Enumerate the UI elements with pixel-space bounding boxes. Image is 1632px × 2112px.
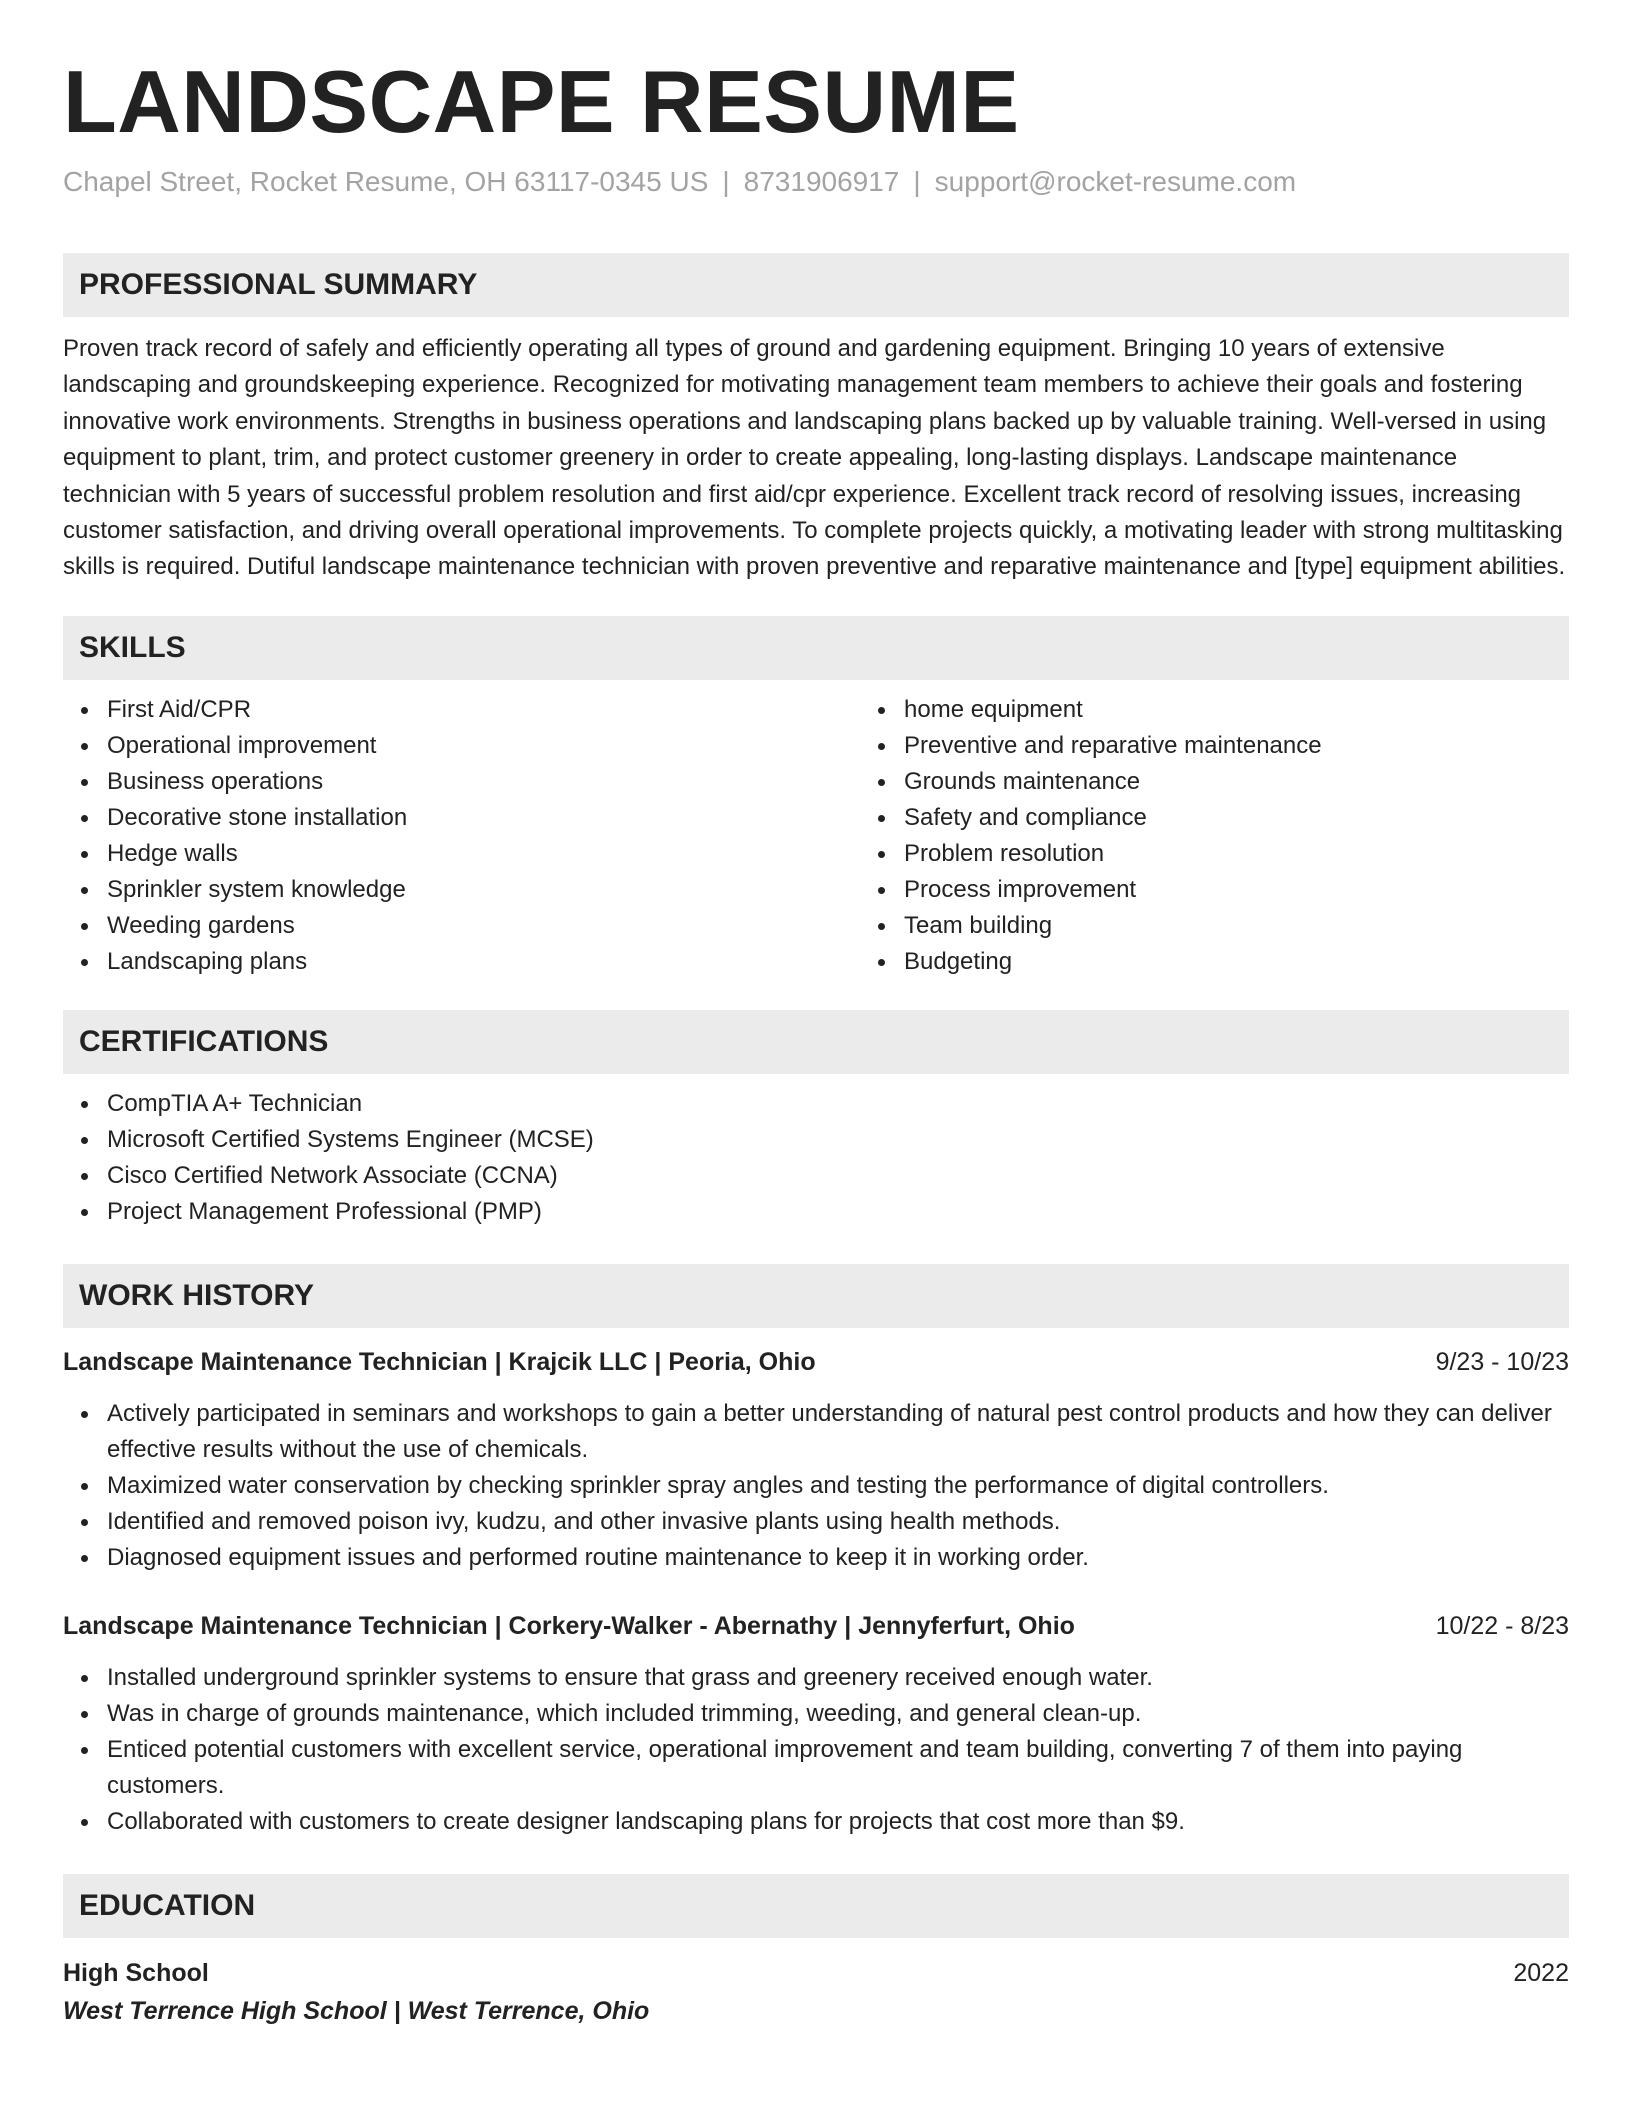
certification-item: CompTIA A+ Technician: [107, 1086, 1569, 1122]
skill-item: Decorative stone installation: [107, 800, 860, 836]
job-bullet: Installed underground sprinkler systems to ensure that grass and greenery received enough water.: [107, 1660, 1569, 1696]
skill-item: Business operations: [107, 764, 860, 800]
job-dates: 10/22 - 8/23: [1435, 1611, 1569, 1640]
education-year: 2022: [1513, 1958, 1569, 1987]
job-bullet: Maximized water conservation by checking sprinkler spray angles and testing the performance of digital controllers.: [107, 1468, 1569, 1504]
education-school: West Terrence High School | West Terrence, Ohio: [63, 1996, 650, 2025]
skill-item: Weeding gardens: [107, 908, 860, 944]
certifications-heading: CERTIFICATIONS: [63, 1010, 1569, 1074]
certification-item: Cisco Certified Network Associate (CCNA): [107, 1158, 1569, 1194]
contact-separator: |: [913, 166, 921, 197]
job-title: Landscape Maintenance Technician | Krajcik LLC | Peoria, Ohio: [63, 1347, 816, 1376]
skill-item: Problem resolution: [904, 836, 1632, 872]
skill-item: Landscaping plans: [107, 944, 860, 980]
job-entry: [63, 1344, 1569, 1576]
skill-item: Preventive and reparative maintenance: [904, 728, 1632, 764]
job-dates: 9/23 - 10/23: [1435, 1347, 1569, 1376]
job-header: [63, 1608, 1569, 1644]
skills-heading: SKILLS: [63, 616, 1569, 680]
contact-line: [63, 164, 1569, 200]
education-heading: EDUCATION: [63, 1874, 1569, 1938]
job-title: Landscape Maintenance Technician | Corkery-Walker - Abernathy | Jennyferfurt, Ohio: [63, 1611, 1075, 1640]
resume-name: LANDSCAPE RESUME: [63, 52, 1020, 151]
job-header: [63, 1344, 1569, 1380]
education-entry: [63, 1954, 1569, 1992]
skill-item: Sprinkler system knowledge: [107, 872, 860, 908]
skill-item: Safety and compliance: [904, 800, 1632, 836]
contact-phone: 8731906917: [743, 166, 900, 197]
education-degree: High School: [63, 1958, 209, 1987]
job-entry: [63, 1608, 1569, 1840]
job-bullet: Identified and removed poison ivy, kudzu, and other invasive plants using health methods.: [107, 1504, 1569, 1540]
job-bullets: [63, 1660, 1569, 1840]
certification-item: Project Management Professional (PMP): [107, 1194, 1569, 1230]
skills-column-right: [860, 692, 1632, 980]
summary-text: Proven track record of safely and efficiently operating all types of ground and gardening equipment. Bringing 10 years of extensive landscaping and groundskeeping experience. Recognized for motivating management team members to achieve their goals and fostering innovative work environments. Strengths in business operations and landscaping plans backed up by valuable training. Well-versed in using equipment to plant, trim, and protect customer greenery in order to create appealing, long-lasting displays. Landscape maintenance technician with 5 years of successful problem resolution and first aid/cpr experience. Excellent track record of resolving issues, increasing customer satisfaction, and driving overall operational improvements. To complete projects quickly, a motivating leader with strong multitasking skills is required. Dutiful landscape maintenance technician with proven preventive and reparative maintenance and [type] equipment abilities.: [63, 335, 1566, 581]
skills-list: [63, 680, 1569, 980]
job-bullet: Diagnosed equipment issues and performed routine maintenance to keep it in working order.: [107, 1540, 1569, 1576]
job-bullet: Collaborated with customers to create designer landscaping plans for projects that cost more than $9.: [107, 1804, 1569, 1840]
certifications-list: [63, 1086, 1569, 1230]
contact-separator: |: [722, 166, 730, 197]
skill-item: home equipment: [904, 692, 1632, 728]
skills-column-left: [63, 692, 860, 980]
skill-item: Grounds maintenance: [904, 764, 1632, 800]
skill-item: Operational improvement: [107, 728, 860, 764]
job-bullets: [63, 1396, 1569, 1576]
skill-item: Process improvement: [904, 872, 1632, 908]
contact-address: Chapel Street, Rocket Resume, OH 63117-0345 US: [63, 166, 709, 197]
job-bullet: Actively participated in seminars and workshops to gain a better understanding of natural pest control products and how they can deliver effective results without the use of chemicals.: [107, 1396, 1569, 1468]
skill-item: Hedge walls: [107, 836, 860, 872]
certification-item: Microsoft Certified Systems Engineer (MCSE): [107, 1122, 1569, 1158]
skill-item: Team building: [904, 908, 1632, 944]
skill-item: Budgeting: [904, 944, 1632, 980]
job-bullet: Enticed potential customers with excellent service, operational improvement and team building, converting 7 of them into paying customers.: [107, 1732, 1569, 1804]
work-history-heading: WORK HISTORY: [63, 1264, 1569, 1328]
summary-heading: PROFESSIONAL SUMMARY: [63, 253, 1569, 317]
skill-item: First Aid/CPR: [107, 692, 860, 728]
job-bullet: Was in charge of grounds maintenance, which included trimming, weeding, and general clean-up.: [107, 1696, 1569, 1732]
contact-email: support@rocket-resume.com: [934, 166, 1297, 197]
